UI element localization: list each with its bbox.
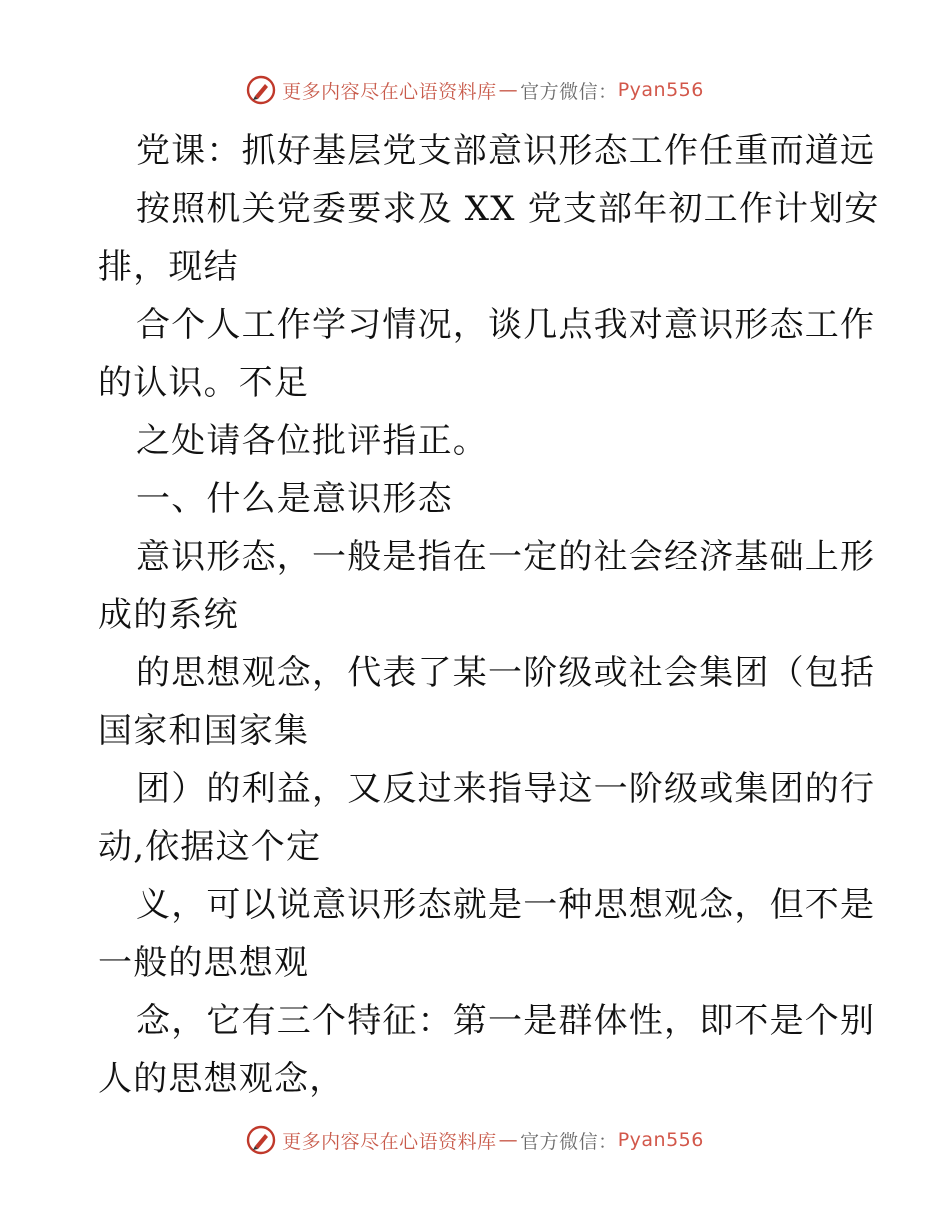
banner-text: 更多内容尽在心语资料库: [282, 1130, 497, 1153]
text-line: 团）的利益，又反过来指导这一阶级或集团的行: [136, 769, 876, 809]
footer-banner: [0, 1120, 950, 1160]
text-line: 念，它有三个特征：第一是群体性，即不是个别: [136, 1001, 876, 1041]
banner-wechat-id: Pyan556: [617, 1129, 704, 1151]
header-banner: [0, 70, 950, 110]
banner-dash: —: [498, 79, 519, 101]
text-line: 之处请各位批评指正。: [136, 421, 488, 461]
text-line: 按照机关党委要求及 XX 党支部年初工作计划安: [136, 189, 880, 229]
text-line: 的思想观念，代表了某一阶级或社会集团（包括: [136, 653, 876, 693]
banner-wechat-id: Pyan556: [617, 79, 704, 101]
text-line: 排，现结: [98, 247, 239, 287]
text-line: 义，可以说意识形态就是一种思想观念，但不是: [136, 885, 876, 925]
text-line: 人的思想观念，: [98, 1059, 345, 1099]
banner-dash: —: [498, 1129, 519, 1151]
text-line: 成的系统: [98, 595, 239, 635]
text-line: 合个人工作学习情况，谈几点我对意识形态工作: [136, 305, 876, 345]
text-line: 意识形态，一般是指在一定的社会经济基础上形: [136, 537, 876, 577]
pen-circle-logo-icon: [246, 1125, 276, 1155]
text-line: 的认识。不足: [98, 363, 310, 403]
text-line: 动,依据这个定: [98, 827, 322, 867]
banner-wechat-label: 官方微信：: [520, 1130, 618, 1153]
banner-text: 更多内容尽在心语资料库: [282, 80, 497, 103]
pen-circle-logo-icon: [246, 75, 276, 105]
text-line: 国家和国家集: [98, 711, 310, 751]
text-line: 一般的思想观: [98, 943, 310, 983]
text-line: 党课：抓好基层党支部意识形态工作任重而道远: [136, 131, 876, 171]
banner-wechat-label: 官方微信：: [520, 80, 618, 103]
text-line: 一、什么是意识形态: [136, 479, 453, 519]
document-body: [98, 122, 880, 1108]
